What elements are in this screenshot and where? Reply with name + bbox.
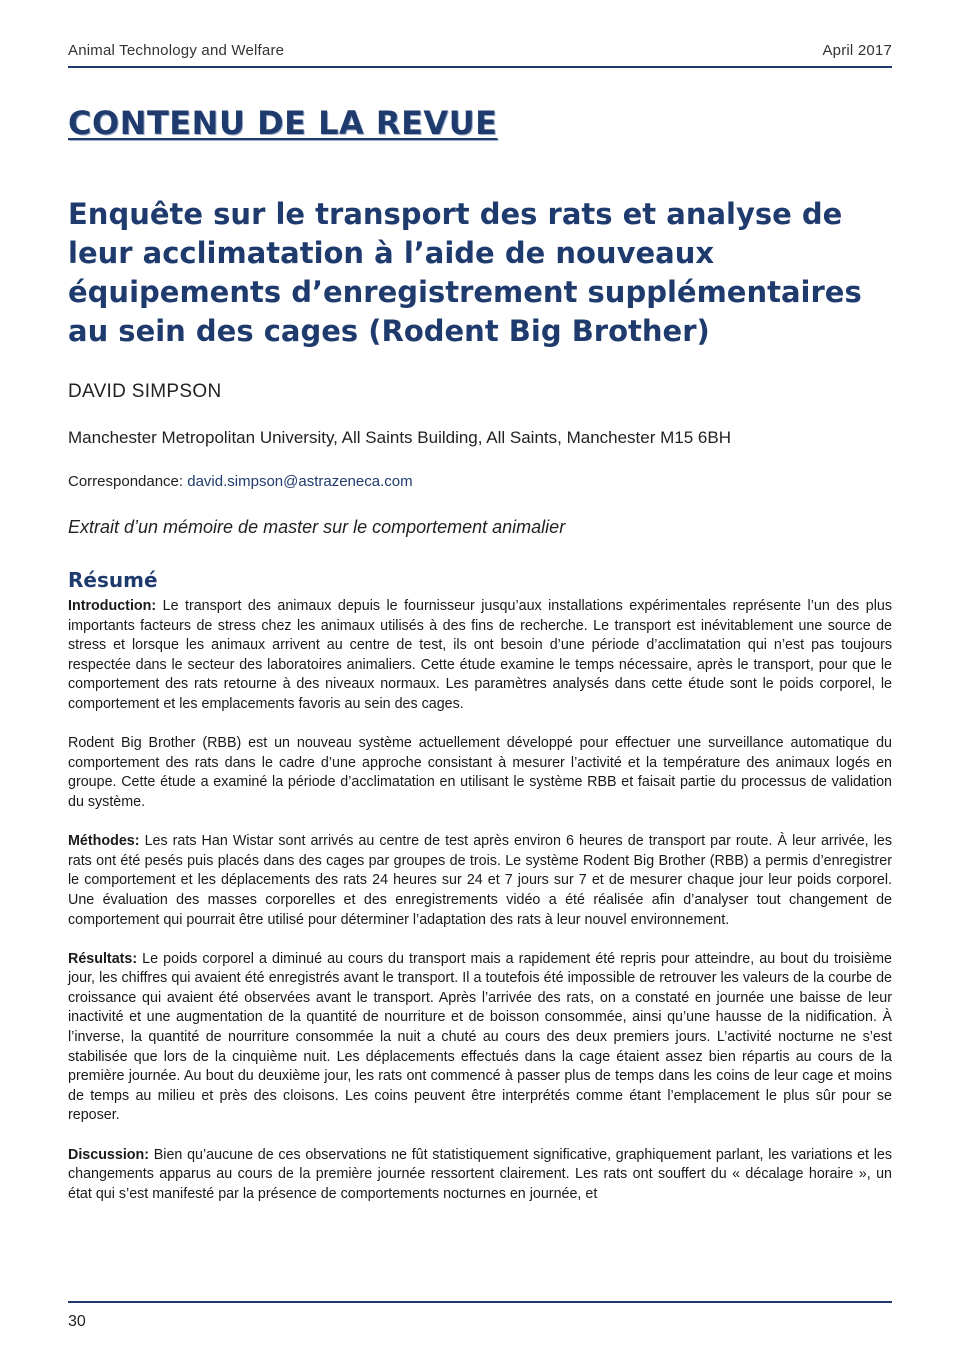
section-heading: CONTENU DE LA REVUE	[68, 104, 498, 142]
abstract-heading: Résumé	[68, 568, 158, 592]
correspondence-email-link[interactable]: david.simpson@astrazeneca.com	[187, 473, 413, 490]
page-number: 30	[68, 1313, 86, 1330]
abstract-paragraph-results	[68, 950, 892, 1126]
running-header	[68, 42, 892, 59]
abstract-body	[68, 597, 892, 1224]
article-title: Enquête sur le transport des rats et analyse de leur acclimatation à l’aide de nouveaux équipements d’enregistrement supplémentaires au sein des cages (Rodent Big Brother)	[68, 197, 862, 348]
footer-rule	[68, 1301, 892, 1303]
abstract-paragraph-rbb	[68, 734, 892, 812]
author-affiliation: Manchester Metropolitan University, All Saints Building, All Saints, Manchester M15 6BH	[68, 428, 731, 447]
abstract-paragraph-discussion	[68, 1146, 892, 1205]
correspondence-line	[68, 473, 413, 490]
excerpt-note: Extrait d’un mémoire de master sur le comportement animalier	[68, 517, 566, 537]
issue-date: April 2017	[822, 42, 892, 59]
journal-name: Animal Technology and Welfare	[68, 42, 285, 59]
paragraph-text: Bien qu’aucune de ces observations ne fût statistiquement significative, graphiquement parlant, les variations et les changements apparus au cours de la première journée ressortent clairement. Les rats ont souffert du « décalage horaire », un état qui s’est manifesté par la présence de comportements nocturnes en journée, et	[68, 1146, 892, 1202]
correspondence-label: Correspondance:	[68, 473, 184, 490]
paragraph-text: Le transport des animaux depuis le fournisseur jusqu’aux installations expérimentales représente l’un des plus importants facteurs de stress chez les animaux utilisés à des fins de recherche. Le transport est inévitablement une source de stress et lorsque les animaux arrivent au centre de test, ils ont besoin d’une période d’acclimatation qui n’est pas toujours respectée dans le secteur des laboratoires animaliers. Cette étude examine le temps nécessaire, après le transport, pour que le comportement des rats retourne à des niveaux normaux. Les paramètres analysés dans cette étude sont le poids corporel, le comportement et les emplacements favoris au sein des cages.	[68, 598, 892, 712]
abstract-paragraph-introduction	[68, 597, 892, 715]
paragraph-text: Rodent Big Brother (RBB) est un nouveau système actuellement développé pour effectuer une surveillance automatique du comportement des rats dans le cadre d’une approche consistant à mesurer l’activité et la température des animaux logés en groupe. Cette étude a examiné la période d’acclimatation en utilisant le système RBB et faisait partie du processus de validation du système.	[68, 735, 892, 810]
paragraph-lead: Discussion:	[68, 1146, 150, 1163]
paragraph-lead: Introduction:	[68, 598, 157, 614]
paragraph-lead: Résultats:	[68, 950, 138, 967]
paragraph-text: Le poids corporel a diminué au cours du transport mais a rapidement été repris pour atteindre, au bout du troisième jour, les chiffres qui avaient été enregistrés avant le transport. Il a toutefois été impossible de retrouver les valeurs de la courbe de croissance qui avaient été observées avant le transport. Après l’arrivée des rats, on a constaté en journée une baisse de leur inactivité et une augmentation de la quantité de nourriture et de boisson consommée, ainsi qu’une hausse de la nidification. À l’inverse, la quantité de nourriture consommée la nuit a chuté au cours des deux premiers jours. L’activité nocturne ne s’est stabilisée que lors de la cinquième nuit. Les déplacements effectués dans la cage étaient assez bien répartis au cours de la première journée. Au bout du deuxième jour, les rats ont commencé à passer plus de temps dans les coins de leur cage et moins de temps au milieu et près des cloisons. Les coins peuvent être interprétés comme étant l’emplacement le plus sûr pour se reposer.	[68, 950, 892, 1124]
abstract-paragraph-methods	[68, 832, 892, 930]
author-name: DAVID SIMPSON	[68, 381, 222, 402]
header-rule	[68, 66, 892, 68]
paragraph-text: Les rats Han Wistar sont arrivés au centre de test après environ 6 heures de transport par route. À leur arrivée, les rats ont été pesés puis placés dans des cages par groupes de trois. Le système Rodent Big Brother (RBB) a permis d’enregistrer le comportement et les déplacements des rats 24 heures sur 24 et 7 jours sur 7 et de mesurer chaque jour leur poids corporel. Une évaluation des masses corporelles et des enregistrements vidéo a été réalisée afin d’analyser tout changement de comportement qui pourrait être utilisé pour déterminer l’adaptation des rats à leur nouvel environnement.	[68, 833, 892, 928]
paragraph-lead: Méthodes:	[68, 833, 140, 850]
